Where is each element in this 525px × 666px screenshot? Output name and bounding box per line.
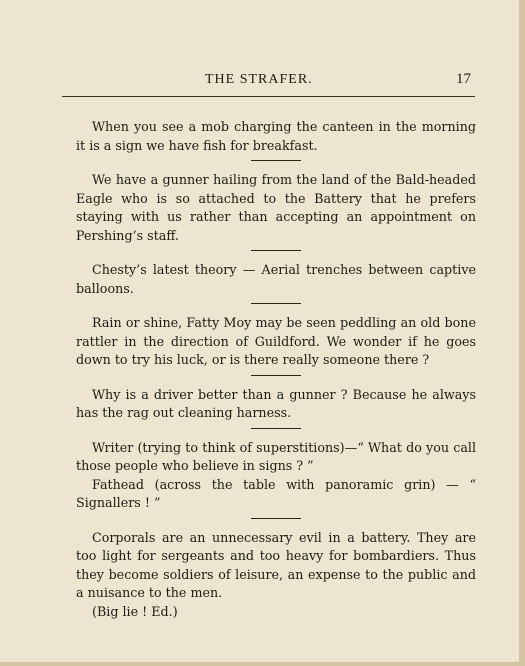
paragraph-driver-gunner: Why is a driver better than a gunner ? Because he always has the rag out cleaning harness. [76, 386, 476, 420]
paragraph-gunner-pershing: We have a gunner hailing from the land of the Bald-headed Eagle who is so attached to the Battery that he prefers staying with us rather than accepting an appointment on Pershing’s staff. [76, 172, 476, 243]
page-content [62, 68, 476, 619]
paragraph-writer-superstitions: Writer (trying to think of superstitions)—“ What do you call those people who believe in signs ? ” [76, 439, 476, 473]
editor-note: (Big lie ! Ed.) [92, 603, 178, 619]
page-number: 17 [456, 71, 471, 87]
page-header [62, 68, 475, 97]
separator-rule [251, 160, 301, 161]
paragraph-fish-breakfast: When you see a mob charging the canteen in the morning it is a sign we have fish for breakfast. [76, 119, 476, 153]
separator-rule [251, 375, 301, 376]
separator-rule [251, 518, 301, 519]
paragraph-chesty-theory: Chesty’s latest theory — Aerial trenches between captive balloons. [76, 262, 476, 296]
separator-rule [251, 250, 301, 251]
separator-rule [251, 428, 301, 429]
running-title: THE STRAFER. [205, 72, 313, 87]
page-body [76, 118, 476, 621]
paragraph-fathead-reply: Fathead (across the table with panoramic grin) — “ Signallers ! ” [76, 476, 476, 510]
paragraph-fatty-moy: Rain or shine, Fatty Moy may be seen peddling an old bone rattler in the direction of Guildford. We wonder if he goes down to try his luck, or is there really someone there ? [76, 315, 476, 367]
paragraph-corporals: Corporals are an unnecessary evil in a battery. They are too light for sergeants and too heavy for bombardiers. Thus they become soldiers of leisure, an expense to the public and a nuisance to the men. [76, 529, 476, 600]
separator-rule [251, 303, 301, 304]
